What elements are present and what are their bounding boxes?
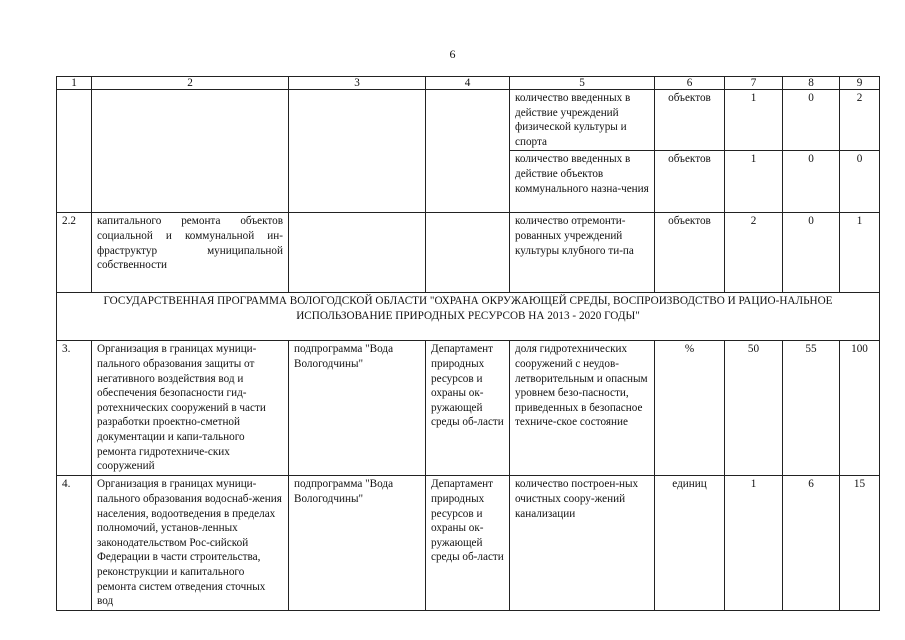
cell-value-9: 100 bbox=[840, 341, 880, 476]
cell-indicator: количество введенных в действие объектов коммунального назна-чения bbox=[510, 151, 655, 213]
column-number: 6 bbox=[655, 77, 725, 90]
column-number: 5 bbox=[510, 77, 655, 90]
cell-indicator: количество отремонти-рованных учреждений культуры клубного ти-па bbox=[510, 213, 655, 293]
section-title: ГОСУДАРСТВЕННАЯ ПРОГРАММА ВОЛОГОДСКОЙ ОБЛАСТИ "ОХРАНА ОКРУЖАЮЩЕЙ СРЕДЫ, ВОСПРОИЗВОДСТВО И РАЦИО-НАЛЬНОЕ ИСПОЛЬЗОВАНИЕ ПРИРОДНЫХ РЕСУРСОВ НА 2013 - 2020 ГОДЫ" bbox=[57, 293, 880, 341]
cell-value-9: 1 bbox=[840, 213, 880, 293]
cell-event: Организация в границах муници-пального образования защиты от негативного воздействия вод и обеспечения безопасности гид-ротехнических сооружений в части разработки проектно-сметной документации и капи-тального ремонта гидротехниче-ских сооружений bbox=[92, 341, 289, 476]
program-table bbox=[56, 76, 880, 611]
cell-value-7: 1 bbox=[725, 151, 783, 213]
cell-indicator: количество введенных в действие учреждений физической культуры и спорта bbox=[510, 90, 655, 151]
column-number: 7 bbox=[725, 77, 783, 90]
event-line: капитального ремонта объектов bbox=[97, 215, 283, 228]
cell-event bbox=[92, 213, 289, 293]
table-row bbox=[57, 90, 880, 151]
cell-value-8: 0 bbox=[783, 213, 840, 293]
event-line: социальной и коммунальной ин- bbox=[97, 229, 283, 242]
cell-num: 4. bbox=[57, 476, 92, 610]
cell-value-9: 0 bbox=[840, 151, 880, 213]
cell-unit: % bbox=[655, 341, 725, 476]
cell-value-7: 1 bbox=[725, 90, 783, 151]
cell-subprogram: подпрограмма "Вода Вологодчины" bbox=[289, 476, 426, 610]
cell-value-8: 55 bbox=[783, 341, 840, 476]
cell-indicator: доля гидротехнических сооружений с неудов-летворительным и опасным уровнем безо-пасности, приведенных в безопасное техниче-ское состояние bbox=[510, 341, 655, 476]
column-number: 2 bbox=[92, 77, 289, 90]
cell-num: 2.2 bbox=[57, 213, 92, 293]
cell-unit: объектов bbox=[655, 213, 725, 293]
cell-value-7: 1 bbox=[725, 476, 783, 610]
cell-executor: Департамент природных ресурсов и охраны ок-ружающей среды об-ласти bbox=[426, 476, 510, 610]
cell-num: 3. bbox=[57, 341, 92, 476]
cell-executor: Департамент природных ресурсов и охраны ок-ружающей среды об-ласти bbox=[426, 341, 510, 476]
cell-value-8: 6 bbox=[783, 476, 840, 610]
column-number: 1 bbox=[57, 77, 92, 90]
cell-unit: объектов bbox=[655, 151, 725, 213]
column-number: 3 bbox=[289, 77, 426, 90]
cell-value-7: 2 bbox=[725, 213, 783, 293]
cell-unit: объектов bbox=[655, 90, 725, 151]
cell-value-7: 50 bbox=[725, 341, 783, 476]
column-number: 4 bbox=[426, 77, 510, 90]
cell-value-8: 0 bbox=[783, 90, 840, 151]
table-row bbox=[57, 341, 880, 476]
cell-value-9: 15 bbox=[840, 476, 880, 610]
cell-event: Организация в границах муници-пального образования водоснаб-жения населения, водоотведения в пределах полномочий, установ-ленных законодательством Рос-сийской Федерации в части строительства, реконструкции и капитального ремонта систем отведения сточных вод bbox=[92, 476, 289, 610]
cell-event bbox=[92, 90, 289, 213]
cell-subprogram bbox=[289, 90, 426, 213]
cell-subprogram bbox=[289, 213, 426, 293]
cell-executor bbox=[426, 213, 510, 293]
page-number: 6 bbox=[449, 47, 456, 61]
event-line: фраструктур муниципальной bbox=[97, 244, 283, 257]
event-line: собственности bbox=[97, 259, 167, 272]
cell-indicator: количество построен-ных очистных соору-жений канализации bbox=[510, 476, 655, 610]
cell-subprogram: подпрограмма "Вода Вологодчины" bbox=[289, 341, 426, 476]
column-number-row bbox=[57, 77, 880, 90]
table-row bbox=[57, 213, 880, 293]
section-row bbox=[57, 293, 880, 341]
cell-value-9: 2 bbox=[840, 90, 880, 151]
column-number: 8 bbox=[783, 77, 840, 90]
table-row bbox=[57, 476, 880, 610]
cell-unit: единиц bbox=[655, 476, 725, 610]
cell-executor bbox=[426, 90, 510, 213]
column-number: 9 bbox=[840, 77, 880, 90]
cell-num bbox=[57, 90, 92, 213]
cell-value-8: 0 bbox=[783, 151, 840, 213]
